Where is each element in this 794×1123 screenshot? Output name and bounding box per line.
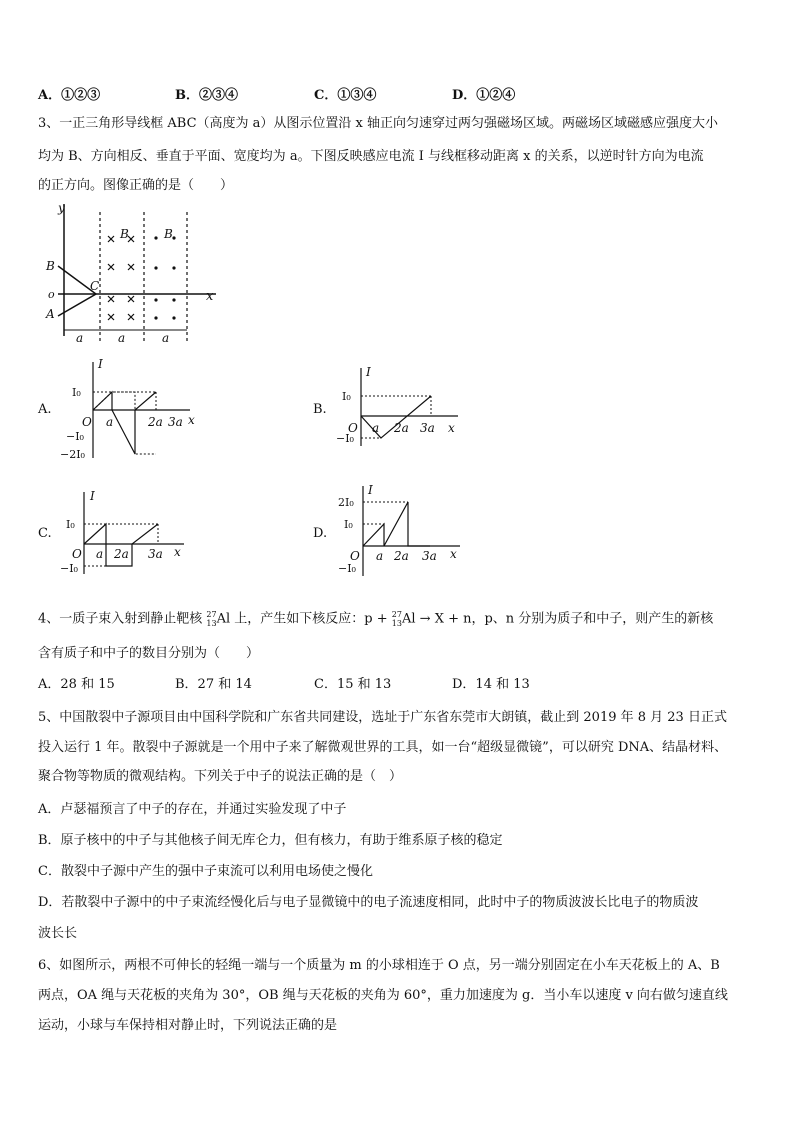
q3-b-x-axis: x xyxy=(448,421,455,435)
q3-d-tick-neg-i0: −I₀ xyxy=(338,562,356,575)
q3-option-a-graph[interactable] xyxy=(60,358,200,463)
q3-option-c-graph[interactable] xyxy=(60,490,190,574)
q3-d-tick-2a: 2a xyxy=(394,549,409,563)
q4-target-nucleus xyxy=(206,610,230,628)
q3-d-tick-3a: 3a xyxy=(422,549,437,563)
q3-fig-b2: B xyxy=(164,227,173,241)
q3-b-origin: O xyxy=(348,421,358,435)
q3-c-x-axis: x xyxy=(174,545,181,559)
q4-option-d[interactable]: D．14 和 13 xyxy=(452,677,530,692)
q3-a-tick-neg-2i0: −2I₀ xyxy=(60,448,85,461)
q3-fig-width-1: a xyxy=(76,331,84,345)
q3-option-d-graph[interactable] xyxy=(336,484,466,576)
q3-option-a-label[interactable]: A. xyxy=(38,402,52,417)
q3-fig-x-label: x xyxy=(206,289,214,304)
q6-stem-line2: 两点，OA 绳与天花板的夹角为 30°，OB 绳与天花板的夹角为 60°，重力加速度为 g．当小车以速度 v 向右做匀速直线 xyxy=(38,988,728,1003)
q3-fig-width-3: a xyxy=(162,331,170,345)
q5-option-c[interactable]: C．散裂中子源中产生的强中子束流可以利用电场使之慢化 xyxy=(38,864,373,879)
q3-c-origin: O xyxy=(72,547,82,561)
q3-b-tick-a: a xyxy=(372,421,380,435)
q4-option-c[interactable]: C．15 和 13 xyxy=(314,677,392,692)
q3-d-tick-2i0: 2I₀ xyxy=(338,496,354,509)
q3-option-b-svg xyxy=(336,366,466,446)
q3-option-d-svg xyxy=(336,484,466,576)
q3-c-tick-2a: 2a xyxy=(114,547,129,561)
q3-b-tick-i0: I₀ xyxy=(342,390,351,403)
q3-fig-c-vertex: C xyxy=(90,279,100,293)
q3-stem-line3: 的正方向。图像正确的是（ ） xyxy=(38,178,234,193)
q2-option-c[interactable]: C．①③④ xyxy=(314,88,377,103)
q2-option-b[interactable]: B．②③④ xyxy=(175,88,239,103)
q3-option-c-svg xyxy=(60,490,190,574)
q3-fig-b1: B xyxy=(120,227,129,241)
q3-stem-line2: 均为 B、方向相反、垂直于平面、宽度均为 a。下图反映感应电流 I 与线框移动距离 x 的关系，以逆时针方向为电流 xyxy=(38,149,704,164)
q5-option-d-line2[interactable]: 波长长 xyxy=(38,926,78,941)
q3-c-tick-i0: I₀ xyxy=(66,518,75,531)
q4-reaction-mass: 27 xyxy=(391,610,402,619)
q6-stem-line1: 6、如图所示，两根不可伸长的轻绳一端与一个质量为 m 的小球相连于 O 点，另一端分别固定在小车天花板上的 A、B xyxy=(38,958,720,973)
q2-option-d[interactable]: D．①②④ xyxy=(452,88,516,103)
q3-field-figure-svg xyxy=(44,201,214,350)
q5-stem-line3: 聚合物等物质的微观结构。下列关于中子的说法正确的是（ ） xyxy=(38,769,403,784)
q3-fig-a-vertex: A xyxy=(46,307,55,321)
q3-option-b-graph[interactable] xyxy=(336,366,466,446)
q3-c-tick-3a: 3a xyxy=(148,547,163,561)
q3-d-i-axis: I xyxy=(368,483,373,497)
q3-d-origin: O xyxy=(350,549,360,563)
q4-reaction-nucleus xyxy=(392,610,402,628)
q3-c-tick-a: a xyxy=(96,547,104,561)
q4-reaction-charge: 13 xyxy=(391,619,402,628)
q3-d-x-axis: x xyxy=(450,547,457,561)
q5-stem-line2: 投入运行 1 年。散裂中子源就是一个用中子来了解微观世界的工具，如一台“超级显微镜”，可以研究 DNA、结晶材料、 xyxy=(38,740,728,755)
q4-stem-line2: 含有质子和中子的数目分别为（ ） xyxy=(38,646,260,661)
q3-d-tick-i0: I₀ xyxy=(344,518,353,531)
q3-a-tick-2a: 2a xyxy=(148,415,163,429)
q3-option-d-label[interactable]: D. xyxy=(313,526,328,541)
q3-b-i-axis: I xyxy=(366,365,371,379)
q4-option-a[interactable]: A．28 和 15 xyxy=(38,677,115,692)
q3-fig-b-vertex: B xyxy=(46,259,55,273)
q4-text-a: 4、一质子束入射到静止靶核 xyxy=(38,611,203,627)
q4-option-b[interactable]: B．27 和 14 xyxy=(175,677,252,692)
q3-option-a-svg xyxy=(60,358,200,463)
q5-stem-line1: 5、中国散裂中子源项目由中国科学院和广东省共同建设，选址于广东省东莞市大朗镇，截止到 2019 年 8 月 23 日正式 xyxy=(38,710,727,725)
q3-b-tick-3a: 3a xyxy=(420,421,435,435)
q3-option-c-label[interactable]: C. xyxy=(38,526,52,541)
q4-target-charge: 13 xyxy=(206,619,217,628)
q3-option-b-label[interactable]: B. xyxy=(313,402,327,417)
q3-a-tick-3a: 3a xyxy=(168,415,183,429)
q3-a-x-axis: x xyxy=(188,413,195,427)
q3-a-tick-a: a xyxy=(106,415,114,429)
q3-d-tick-a: a xyxy=(376,549,384,563)
q4-target-mass: 27 xyxy=(206,610,217,619)
q3-c-tick-neg-i0: −I₀ xyxy=(60,562,78,575)
q3-a-origin: O xyxy=(82,415,92,429)
q4-text-c: Al → X + n，p、n 分别为质子和中子，则产生的新核 xyxy=(401,611,714,627)
q3-c-i-axis: I xyxy=(90,489,95,503)
q2-option-a[interactable]: A．①②③ xyxy=(38,88,101,103)
q3-b-tick-neg-i0: −I₀ xyxy=(336,432,354,445)
q4-stem-line1 xyxy=(38,610,713,628)
q3-b-tick-2a: 2a xyxy=(394,421,409,435)
q3-a-tick-i0: I₀ xyxy=(72,386,81,399)
q3-a-i-axis: I xyxy=(98,357,103,371)
q3-a-tick-neg-i0: −I₀ xyxy=(66,430,84,443)
q3-stem-line1: 3、一正三角形导线框 ABC（高度为 a）从图示位置沿 x 轴正向匀速穿过两匀强磁场区域。两磁场区域磁感应强度大小 xyxy=(38,116,719,131)
q4-text-b: 上，产生如下核反应：p + xyxy=(234,611,388,627)
q6-stem-line3: 运动，小球与车保持相对静止时，下列说法正确的是 xyxy=(38,1018,338,1033)
q5-option-a[interactable]: A．卢瑟福预言了中子的存在，并通过实验发现了中子 xyxy=(38,802,347,817)
q5-option-d-line1[interactable]: D．若散裂中子源中的中子束流经慢化后与电子显微镜中的电子流速度相同，此时中子的物质波波长比电子的物质波 xyxy=(38,895,699,910)
q4-target-symbol: Al xyxy=(216,611,231,627)
q3-fig-origin: o xyxy=(48,288,55,301)
q3-field-figure xyxy=(44,201,214,350)
q3-fig-width-2: a xyxy=(118,331,126,345)
q3-fig-y-label: y xyxy=(58,201,65,215)
q5-option-b[interactable]: B．原子核中的中子与其他核子间无库仑力，但有核力，有助于维系原子核的稳定 xyxy=(38,833,503,848)
